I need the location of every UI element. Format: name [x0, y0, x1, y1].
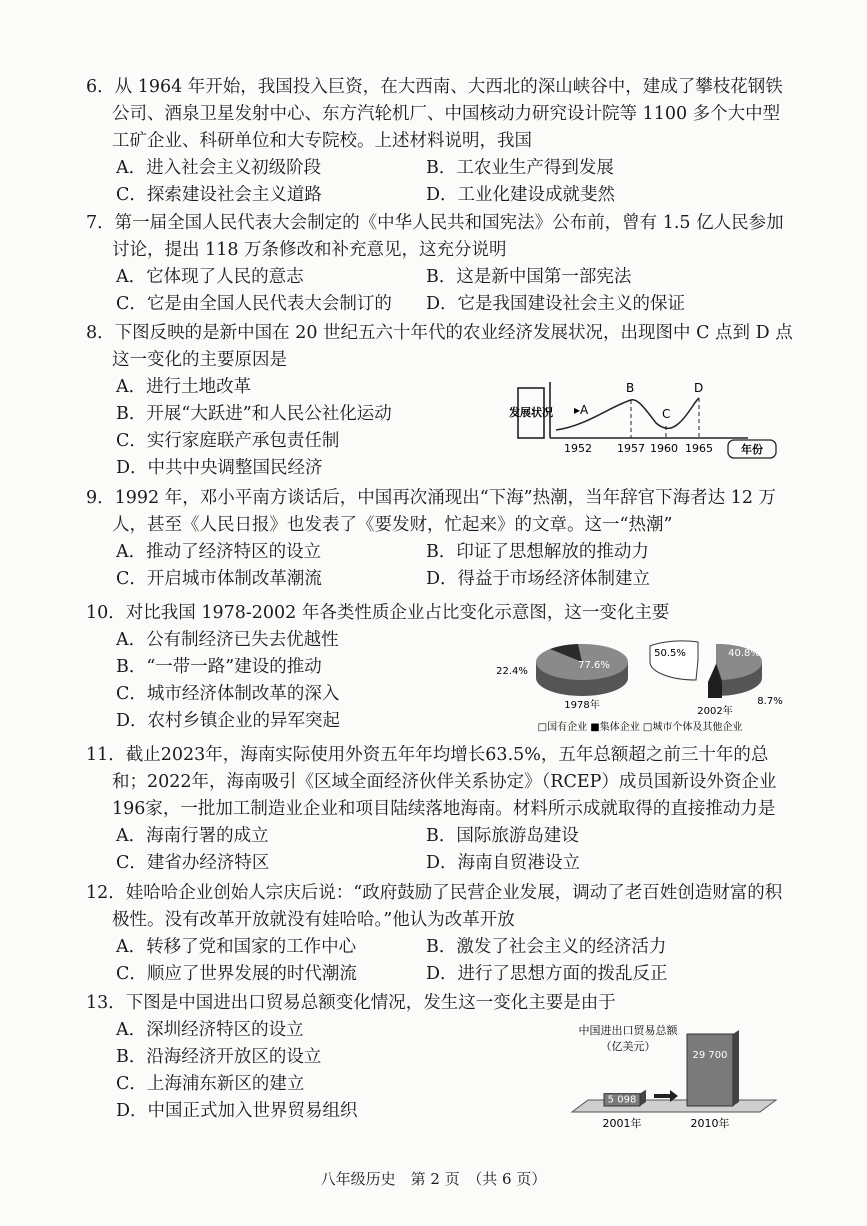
q11-option-a: A．海南行署的成立 — [116, 826, 269, 846]
trade-bar-figure — [560, 1020, 785, 1134]
question-12 — [86, 880, 795, 988]
q11-option-d: D．海南自贸港设立 — [426, 853, 581, 873]
trade-year-2010: 2010年 — [690, 1117, 730, 1130]
q12-option-b: B．激发了社会主义的经济活力 — [426, 937, 667, 957]
q7-option-a: A．它体现了人民的意志 — [116, 267, 304, 287]
tick-1960: 1960 — [650, 442, 678, 455]
q6-option-a: A．进入社会主义初级阶段 — [116, 158, 322, 178]
tick-1965: 1965 — [685, 442, 713, 455]
q13-option-a: A．深圳经济特区的设立 — [116, 1020, 304, 1040]
q13-option-d: D．中国正式加入世界贸易组织 — [116, 1101, 358, 1121]
question-7 — [86, 210, 795, 318]
question-11-stem: 11．截止2023年，海南实际使用外资五年年均增长63.5%，五年总额超之前三十年的总和；2022年，海南吸引《区域全面经济伙伴关系协定》（RCEP）成员国新设外资企业196家，一批加工制造业企业和项目陆续落地海南。材料所示成就取得的直接推动力是 — [86, 745, 777, 819]
q6-option-d: D．工业化建设成就斐然 — [426, 185, 616, 205]
enterprise-pie-figure — [490, 622, 790, 738]
page-footer: 八年级历史 第 2 页 （共 6 页） — [320, 1170, 547, 1188]
trade-unit: （亿美元） — [600, 1040, 656, 1053]
question-11 — [86, 742, 795, 877]
tick-1957: 1957 — [617, 442, 645, 455]
q8-option-a: A．进行土地改革 — [116, 377, 252, 397]
question-6-stem: 6．从 1964 年开始，我国投入巨资，在大西南、大西北的深山峡谷中，建成了攀枝花钢铁公司、酒泉卫星发射中心、东方汽轮机厂、中国核动力研究设计院等 1100 多个大中型工矿企业、科研单位和大专院校。上述材料说明，我国 — [86, 77, 783, 151]
point-d-label: D — [694, 381, 704, 395]
q6-option-c: C．探索建设社会主义道路 — [116, 185, 322, 205]
q12-option-c: C．顺应了世界发展的时代潮流 — [116, 964, 357, 984]
q8-option-c: C．实行家庭联产承包责任制 — [116, 431, 340, 451]
q9-option-b: B．印证了思想解放的推动力 — [426, 542, 649, 562]
q8-option-d: D．中共中央调整国民经济 — [116, 458, 323, 478]
q13-option-c: C．上海浦东新区的建立 — [116, 1074, 305, 1094]
q9-option-c: C．开启城市体制改革潮流 — [116, 569, 322, 589]
question-10-stem: 10．对比我国 1978-2002 年各类性质企业占比变化示意图，这一变化主要 — [86, 603, 670, 623]
pie2002-state-label: 40.8% — [728, 648, 760, 659]
q7-option-b: B．这是新中国第一部宪法 — [426, 267, 632, 287]
q12-option-d: D．进行了思想方面的拨乱反正 — [426, 964, 668, 984]
trade-bar-label-2010年: 29 700 — [692, 1050, 728, 1061]
pie2002-year: 2002年 — [697, 706, 733, 717]
pie2002-urban-label: 50.5% — [654, 648, 686, 659]
question-9 — [86, 485, 795, 593]
trade-title: 中国进出口贸易总额 — [578, 1024, 678, 1037]
question-7-stem: 7．第一届全国人民代表大会制定的《中华人民共和国宪法》公布前，曾有 1.5 亿人民参加讨论，提出 118 万条修改和补充意见，这充分说明 — [86, 213, 784, 260]
pie-legend: □国有企业 ■集体企业 □城市个体及其他企业 — [537, 722, 743, 733]
figure8-ylabel: 发展状况 — [509, 406, 553, 419]
agri-development-figure — [509, 378, 781, 472]
q9-option-d: D．得益于市场经济体制建立 — [426, 569, 651, 589]
q9-option-a: A．推动了经济特区的设立 — [116, 542, 322, 562]
q13-option-b: B．沿海经济开放区的设立 — [116, 1047, 322, 1067]
point-c-label: C — [662, 407, 671, 421]
trade-bar-2010年 — [687, 1034, 733, 1106]
question-8-stem: 8．下图反映的是新中国在 20 世纪五六十年代的农业经济发展状况，出现图中 C 点到 D 点这一变化的主要原因是 — [86, 323, 793, 370]
pie1978-collective-label: 22.4% — [496, 666, 528, 677]
trade-bar-side-1 — [733, 1030, 739, 1106]
q12-option-a: A．转移了党和国家的工作中心 — [116, 937, 357, 957]
pie1978-state-label: 77.6% — [578, 660, 610, 671]
q11-option-b: B．国际旅游岛建设 — [426, 826, 579, 846]
question-6 — [86, 74, 795, 209]
pie1978-year: 1978年 — [564, 700, 600, 711]
trade-bar-label-2001年: 5 098 — [607, 1094, 637, 1106]
tick-1952: 1952 — [564, 442, 592, 455]
point-b-label: B — [626, 381, 635, 395]
figure8-xlabel: 年份 — [741, 443, 763, 456]
q8-option-b: B．开展“大跃进”和人民公社化运动 — [116, 404, 392, 424]
trade-base — [572, 1100, 776, 1112]
question-9-stem: 9．1992 年，邓小平南方谈话后，中国再次涌现出“下海”热潮，当年辞官下海者达 12 万人，甚至《人民日报》也发表了《要发财，忙起来》的文章。这一“热潮” — [86, 488, 777, 535]
q10-option-a: A．公有制经济已失去优越性 — [116, 630, 339, 650]
q7-option-c: C．它是由全国人民代表大会制订的 — [116, 294, 392, 314]
q11-option-c: C．建省办经济特区 — [116, 853, 270, 873]
q7-option-d: D．它是我国建设社会主义的保证 — [426, 294, 686, 314]
trade-year-2001: 2001年 — [602, 1117, 642, 1130]
question-13-stem: 13．下图是中国进出口贸易总额变化情况，发生这一变化主要是由于 — [86, 993, 616, 1013]
pie2002-collective-label: 8.7% — [757, 696, 783, 707]
q6-option-b: B．工农业生产得到发展 — [426, 158, 614, 178]
question-12-stem: 12．娃哈哈企业创始人宗庆后说：“政府鼓励了民营企业发展，调动了老百姓创造财富的积极性。没有改革开放就没有娃哈哈。”他认为改革开放 — [86, 883, 783, 930]
q10-option-c: C．城市经济体制改革的深入 — [116, 684, 340, 704]
pie2002-urban — [650, 641, 698, 680]
q10-option-d: D．农村乡镇企业的异军突起 — [116, 711, 341, 731]
q10-option-b: B．“一带一路”建设的推动 — [116, 657, 322, 677]
point-a-label: ▸A — [574, 403, 589, 417]
